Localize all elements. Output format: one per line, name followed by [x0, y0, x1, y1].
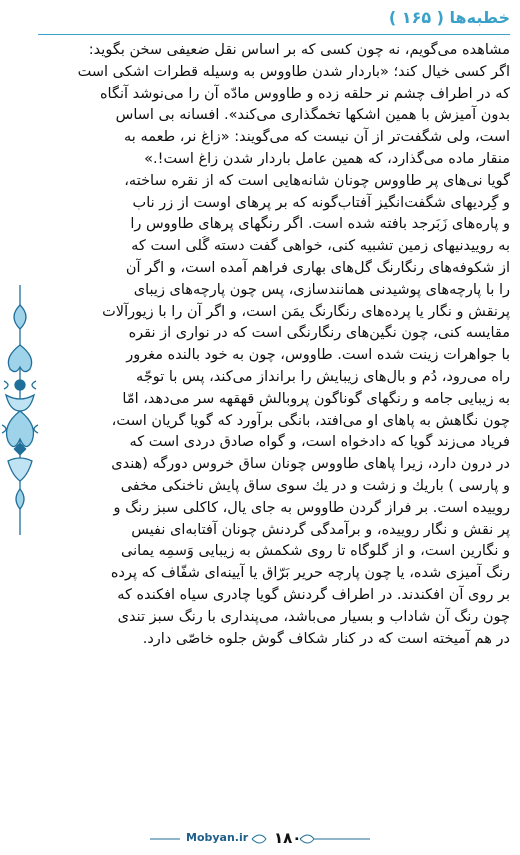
text-line: مقایسه کنی، چون نگین‌های رنگارنگی است که در نواری از نقره	[128, 325, 510, 342]
site-watermark: Mobyan.ir	[186, 831, 249, 844]
text-line: در درون دارد، زیرا پاهای طاووس چونان ساق خروس دورگه (هندی	[111, 456, 510, 473]
text-line: را با پارچه‌های پوشیدنی همانندسازی، پس چون پارچه‌های زیبای	[133, 281, 510, 298]
text-line: از شکوفه‌های رنگارنگ گل‌های بهاری فراهم آمده است، و اگر آن	[125, 259, 510, 276]
text-line: پر نقش و نگار روییده، و برآمدگی گردنش چونان آفتابه‌ای نفیس	[131, 521, 510, 538]
text-line: روییده است. بر فراز گردن طاووس به جای یال، کاکلی سبز رنگ و	[113, 499, 510, 516]
text-line: به روییدنیهای زمین تشبیه کنی، خواهی گفت دسته گُلی است که	[131, 238, 510, 255]
text-line: و نگارین است، و از گلوگاه تا روی شکمش به زیبایی وَسمِه یمانی	[121, 543, 510, 560]
text-line: چون رنگ آن شاداب و بسیار می‌باشد، می‌پنداری با رنگ سبز تندی	[117, 608, 510, 625]
text-line: و گِردیهای شگفت‌انگیز آفتاب‌گونه که بر پرهای اوست از زر ناب	[132, 194, 510, 211]
text-line: اگر کسی خیال کند؛ «باردار شدن طاووس به وسیله قطرات اشکی است	[77, 63, 510, 80]
text-line: گویا نی‌های پر طاووس چونان شانه‌هایی است که از نقره ساخته،	[124, 172, 510, 189]
text-line: فریاد می‌زند گویا که دادخواه است، و گواه صادق دردی است که	[129, 434, 510, 451]
text-line: مشاهده می‌گویم، نه چون کسی که بر اساس نقل ضعیفی سخن بگوید:	[88, 42, 510, 58]
text-line: بر روی آن افکندند. در اطراف گردنش گویا چادری سیاه افکنده که	[117, 586, 510, 603]
text-line: رنگ آمیزی شده، یا چون پارچه حریر بَرّاق یا آیینه‌ای شفّاف که پرده	[110, 565, 510, 582]
text-line: است، ولی شگفت‌تر از آن نیست که می‌گویند: «زاغ نر، طعمه به	[124, 129, 510, 146]
text-line: و پارسی ) باریك و زشت و در یك سوی ساق پایش ناخنکی مخفی	[120, 477, 510, 494]
footer-flourish-icon	[150, 829, 370, 849]
text-line: که در اطراف چشم نر حلقه زده و طاووس مادّه آن را می‌نوشد آنگاه	[99, 85, 510, 102]
page-footer	[150, 829, 370, 849]
text-line: به زیبایی جامه و رنگهای گوناگون پروبالش قهقهه سر می‌دهد، امّا	[122, 390, 510, 407]
text-line: و پاره‌های زَبَرجد بافته شده است. اگر رنگهای پرهای طاووس را	[130, 216, 510, 233]
body-text	[40, 40, 510, 650]
text-line: با جواهرات زینت شده است. طاووس، چون به خود بالنده مغرور	[126, 347, 510, 364]
text-line: چون نگاهش به پاهای او می‌افتد، بانگی برآورد که گویا گریان است،	[111, 412, 510, 429]
header-rule	[38, 34, 510, 35]
chapter-title: خطبه‌ها ( ۱۶۵ )	[388, 8, 510, 27]
page-header	[38, 8, 510, 34]
text-line: بدون آمیزش با همین اشکها تخمگذاری می‌کند». افسانه بی اساس	[115, 107, 510, 124]
page-number: ۱۸۰	[274, 829, 302, 847]
text-line: راه می‌رود، دُم و بال‌های زیبایش را برانداز می‌کند، پس با توجّه	[136, 368, 510, 385]
text-line: منقار ماده می‌گذارد، که همین عامل باردار شدن زاغ است!.»	[144, 150, 510, 167]
text-line: در هم آمیخته است که در کنار شکاف گوش جلوه خاصّی دارد.	[142, 630, 510, 647]
text-line: پرنقش و نگار یا پرده‌های رنگارنگ یمَن است، و اگر آن را با زیورآلات	[102, 303, 510, 320]
margin-ornament-icon	[0, 285, 40, 535]
